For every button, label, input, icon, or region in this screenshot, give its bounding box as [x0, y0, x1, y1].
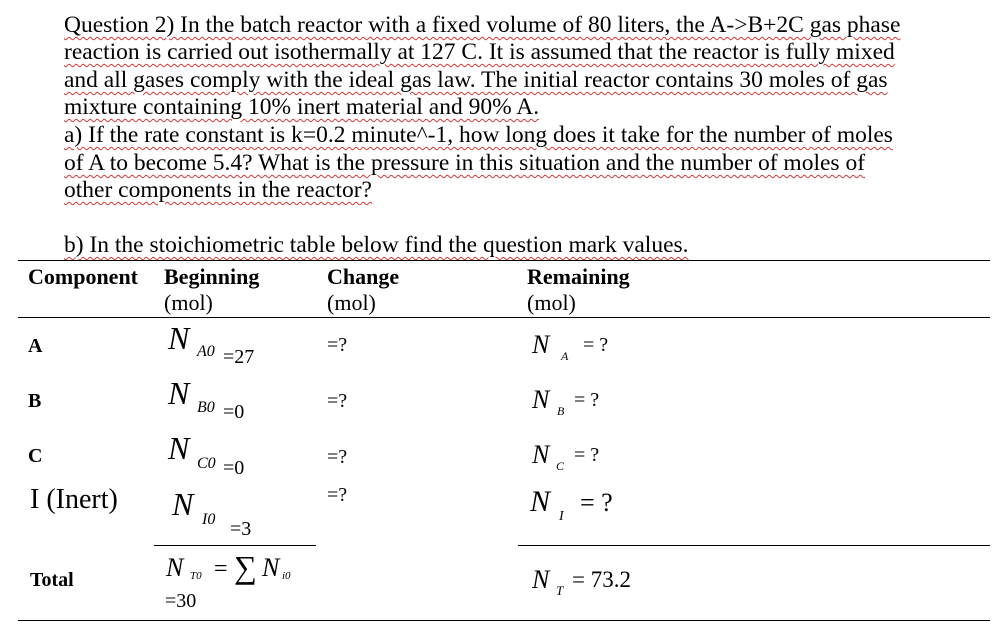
- change-a: =?: [327, 334, 348, 356]
- table-header-rule: [18, 317, 990, 318]
- header-remaining: Remaining: [527, 264, 630, 289]
- total-remaining-value: = 73.2: [572, 567, 631, 592]
- begin-symbol-b: N: [168, 375, 190, 411]
- begin-subscript-b: B0: [197, 399, 215, 416]
- question-line-3: and all gases comply with the ideal gas law. The initial reactor contains 30 moles of gas: [64, 67, 888, 93]
- remaining-value-c: = ?: [574, 444, 600, 466]
- begin-symbol-inert: N: [172, 486, 194, 522]
- header-component: Component: [28, 264, 139, 289]
- remaining-value-b: = ?: [574, 389, 600, 411]
- remaining-symbol-a: N: [532, 330, 550, 359]
- remaining-value-a: = ?: [583, 334, 609, 356]
- begin-symbol-c: N: [168, 430, 190, 466]
- total-begin-equals: =: [214, 556, 228, 582]
- part-b-text: b) In the stoichiometric table below find the question mark values.: [64, 232, 689, 258]
- total-begin-subscript: T0: [190, 570, 202, 582]
- header-remaining-unit: (mol): [527, 290, 576, 315]
- begin-value-a: =27: [223, 346, 255, 368]
- remaining-subscript-b: B: [557, 404, 565, 418]
- question-line-2: reaction is carried out isothermally at 127 C. It is assumed that the reactor is fully mixed: [64, 39, 895, 65]
- total-begin-value: =30: [165, 590, 197, 612]
- total-sigma-subscript: i0: [282, 570, 291, 582]
- begin-value-b: =0: [223, 401, 245, 423]
- header-change-unit: (mol): [327, 290, 376, 315]
- remaining-symbol-b: N: [532, 385, 550, 414]
- begin-subscript-a: A0: [197, 343, 215, 360]
- total-begin-symbol: N: [166, 553, 184, 582]
- remaining-subscript-a: A: [561, 349, 569, 363]
- begin-value-c: =0: [223, 457, 245, 479]
- row-label-c: C: [28, 445, 43, 467]
- begin-symbol-a: N: [168, 320, 190, 356]
- row-label-inert: I (Inert): [30, 484, 118, 515]
- header-change: Change: [327, 264, 400, 289]
- sigma-symbol: ∑: [234, 549, 257, 585]
- question-line-7: other components in the reactor?: [64, 177, 372, 203]
- total-remaining-subscript: T: [556, 583, 564, 598]
- remaining-value-inert: = ?: [580, 488, 613, 517]
- total-sigma-symbol: N: [262, 553, 280, 582]
- begin-subscript-inert: I0: [202, 511, 216, 528]
- row-label-total: Total: [30, 569, 74, 591]
- total-remaining-symbol: N: [532, 565, 550, 594]
- remaining-sum-rule: [518, 545, 990, 546]
- question-line-1: Question 2) In the batch reactor with a fixed volume of 80 liters, the A->B+2C gas phase: [64, 12, 901, 38]
- row-label-a: A: [28, 335, 43, 357]
- question-line-4: mixture containing 10% inert material and 90% A.: [64, 94, 540, 120]
- remaining-symbol-c: N: [532, 440, 550, 469]
- begin-subscript-c: C0: [197, 455, 216, 472]
- row-label-b: B: [28, 390, 42, 412]
- change-inert: =?: [327, 484, 348, 506]
- question-line-5: a) If the rate constant is k=0.2 minute^-1, how long does it take for the number of moles: [64, 122, 893, 148]
- table-bottom-rule: [18, 620, 990, 621]
- question-line-6: of A to become 5.4? What is the pressure in this situation and the number of moles of: [64, 150, 866, 176]
- change-c: =?: [327, 446, 348, 468]
- table-top-rule: [18, 260, 990, 261]
- remaining-subscript-c: C: [556, 459, 565, 473]
- remaining-symbol-inert: N: [530, 485, 551, 518]
- remaining-subscript-inert: I: [559, 509, 564, 524]
- change-b: =?: [327, 390, 348, 412]
- beginning-sum-rule: [154, 545, 316, 546]
- begin-value-inert: =3: [230, 518, 252, 540]
- header-beginning-unit: (mol): [164, 290, 213, 315]
- header-beginning: Beginning: [164, 264, 260, 289]
